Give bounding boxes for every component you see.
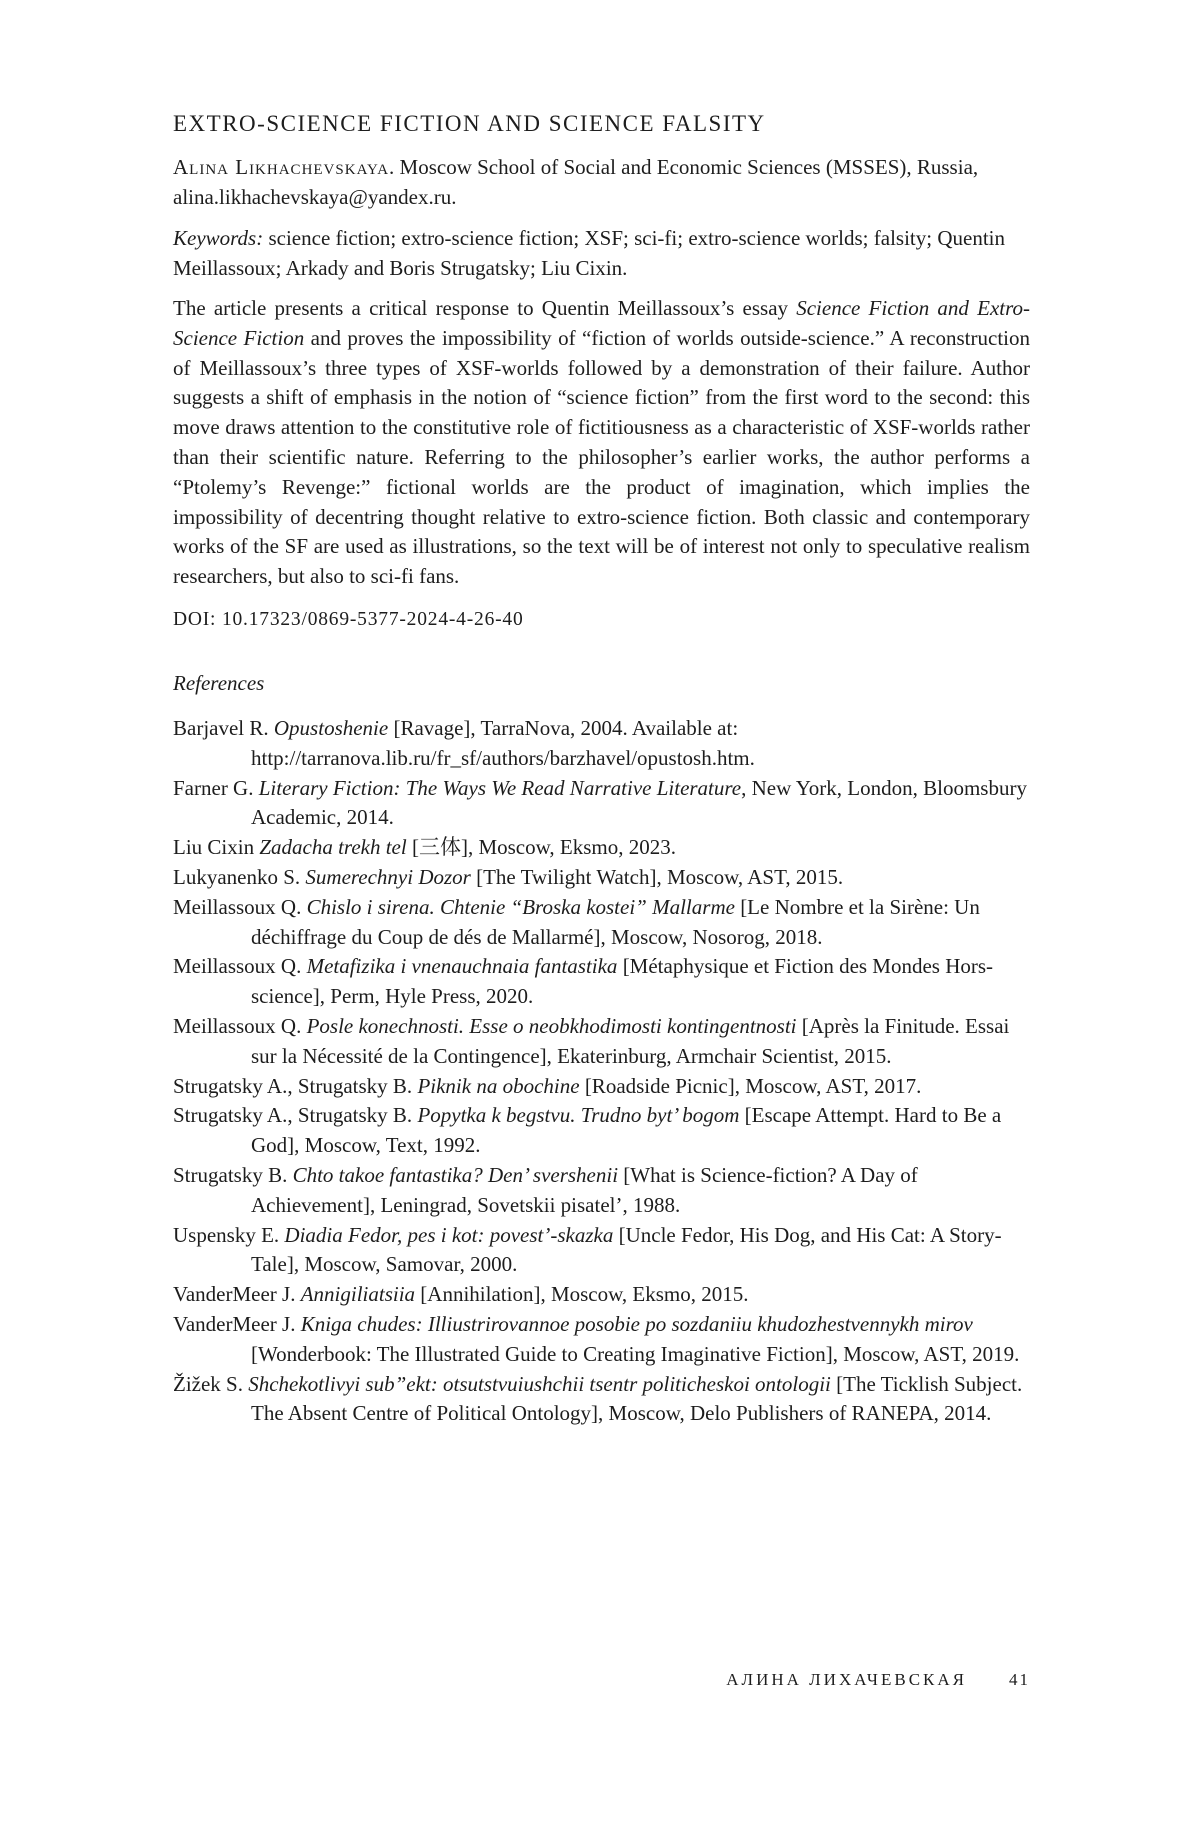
reference-author: Meillassoux Q. — [173, 1013, 307, 1038]
reference-details: [Wonderbook: The Illustrated Guide to Creating Imaginative Fiction], Moscow, AST, 2019. — [251, 1341, 1020, 1366]
reference-item — [173, 1370, 1030, 1430]
reference-item — [173, 714, 1030, 774]
reference-title: Sumerechnyi Dozor — [305, 864, 471, 889]
reference-item — [173, 1280, 1030, 1310]
author-affiliation: . Moscow School of Social and Economic Sciences (MSSES), Russia, alina.likhachevskaya@yandex.ru. — [173, 155, 979, 209]
reference-author: VanderMeer J. — [173, 1311, 301, 1336]
page-number: 41 — [1009, 1670, 1030, 1689]
references-heading: References — [173, 670, 265, 695]
reference-title: Metafizika i vnenauchnaia fantastika — [306, 954, 618, 979]
reference-details: [Annihilation], Moscow, Eksmo, 2015. — [415, 1282, 749, 1307]
reference-item — [173, 1161, 1030, 1221]
reference-author: Liu Cixin — [173, 835, 260, 860]
reference-details: [The Twilight Watch], Moscow, AST, 2015. — [470, 864, 844, 889]
reference-author: Žižek S. — [173, 1371, 249, 1396]
abstract — [173, 294, 1030, 592]
reference-details: [Roadside Picnic], Moscow, AST, 2017. — [579, 1073, 922, 1098]
reference-author: VanderMeer J. — [173, 1282, 301, 1307]
reference-author: Strugatsky A., Strugatsky B. — [173, 1103, 418, 1128]
reference-author: Lukyanenko S. — [173, 864, 306, 889]
reference-item — [173, 833, 1030, 863]
abstract-part1: The article presents a critical response to Quentin Meillassoux’s essay — [173, 296, 797, 320]
keywords — [173, 223, 1030, 283]
reference-title: Annigiliatsiia — [300, 1282, 416, 1307]
reference-author: Meillassoux Q. — [173, 954, 307, 979]
reference-details: [What is Science-fiction? A Day of Achievement], Leningrad, Sovetskii pisatel’, 1988. — [251, 1162, 918, 1217]
reference-item — [173, 952, 1030, 1012]
reference-title: Literary Fiction: The Ways We Read Narrative Literature — [258, 775, 742, 800]
author-line — [173, 152, 1030, 212]
reference-title: Popytka k begstvu. Trudno byt’ bogom — [417, 1103, 740, 1128]
reference-item — [173, 1310, 1030, 1370]
reference-author: Meillassoux Q. — [173, 894, 307, 919]
reference-details: [Métaphysique et Fiction des Mondes Hors-science], Perm, Hyle Press, 2020. — [251, 954, 994, 1009]
reference-item — [173, 1072, 1030, 1102]
abstract-essay-title: Science Fiction and Extro-Science Fiction — [173, 296, 1030, 350]
reference-author: Farner G. — [173, 775, 259, 800]
keywords-label: Keywords: — [173, 226, 264, 250]
reference-item — [173, 1101, 1030, 1161]
reference-author: Strugatsky B. — [173, 1162, 293, 1187]
reference-details: [三体], Moscow, Eksmo, 2023. — [406, 835, 676, 860]
reference-title: Posle konechnosti. Esse o neobkhodimosti kontingentnosti — [306, 1013, 797, 1038]
reference-details: [The Ticklish Subject. The Absent Centre of Political Ontology], Moscow, Delo Publishers of RANEPA, 2014. — [251, 1371, 1023, 1426]
reference-item — [173, 774, 1030, 834]
reference-author: Barjavel R. — [173, 715, 274, 740]
running-head: АЛИНА ЛИХАЧЕВСКАЯ — [726, 1670, 967, 1689]
reference-item — [173, 1012, 1030, 1072]
abstract-part2: and proves the impossibility of “fiction of worlds outside-science.” A reconstruction of Meillassoux’s three types of XSF-worlds followed by a demonstration of their failure. Author suggests a shift of emphasis in the notion of “science fiction” from the first word to the second: this move draws attention to the constitutive role of fictitiousness as a characteristic of XSF-worlds rather than their scientific nature. Referring to the philosopher’s earlier works, the author performs a “Ptolemy’s Revenge:” fictional worlds are the product of imagination, which implies the impossibility of decentring thought relative to extro-science fiction. Both classic and contemporary works of the SF are used as illustrations, so the text will be of interest not only to speculative realism researchers, but also to sci-fi fans. — [173, 325, 1030, 589]
reference-item — [173, 1221, 1030, 1281]
reference-title: Chto takoe fantastika? Den’ svershenii — [292, 1162, 619, 1187]
reference-details: [Escape Attempt. Hard to Be a God], Moscow, Text, 1992. — [251, 1103, 1002, 1158]
reference-details: [Après la Finitude. Essai sur la Nécessité de la Contingence], Ekaterinburg, Armchair Scientist, 2015. — [251, 1013, 1010, 1068]
reference-details: , New York, London, Bloomsbury Academic, 2014. — [251, 775, 1027, 830]
reference-item — [173, 863, 1030, 893]
reference-title: Diadia Fedor, pes i kot: povest’-skazka — [284, 1222, 614, 1247]
reference-title: Opustoshenie — [273, 715, 389, 740]
page-footer — [0, 1670, 1030, 1690]
doi: DOI: 10.17323/0869-5377-2024-4-26-40 — [173, 608, 524, 630]
reference-details: [Le Nombre et la Sirène: Un déchiffrage du Coup de dés de Mallarmé], Moscow, Nosorog, 2018. — [251, 894, 980, 949]
reference-details: [Ravage], TarraNova, 2004. Available at: http://tarranova.lib.ru/fr_sf/authors/barzhavel/opustosh.htm. — [251, 715, 755, 770]
reference-title: Piknik na obochine — [417, 1073, 580, 1098]
reference-details: [Uncle Fedor, His Dog, and His Cat: A Story-Tale], Moscow, Samovar, 2000. — [251, 1222, 1002, 1277]
article-title: EXTRO-SCIENCE FICTION AND SCIENCE FALSITY — [173, 111, 766, 136]
reference-title: Kniga chudes: Illiustrirovannoe posobie po sozdaniiu khudozhestvennykh mirov — [300, 1311, 973, 1336]
reference-title: Chislo i sirena. Chtenie “Broska kostei” Mallarme — [306, 894, 735, 919]
article-page — [173, 108, 1030, 1429]
author-name: Alina Likhachevskaya — [173, 155, 390, 179]
reference-author: Strugatsky A., Strugatsky B. — [173, 1073, 418, 1098]
references-list — [173, 714, 1030, 1429]
reference-author: Uspensky E. — [173, 1222, 285, 1247]
reference-item — [173, 893, 1030, 953]
keywords-text: science fiction; extro-science fiction; XSF; sci-fi; extro-science worlds; falsity; Quentin Meillassoux; Arkady and Boris Strugatsky; Liu Cixin. — [173, 226, 1005, 280]
reference-title: Zadacha trekh tel — [259, 835, 407, 860]
reference-title: Shchekotlivyi sub”ekt: otsutstvuiushchii tsentr politicheskoi ontologii — [248, 1371, 831, 1396]
